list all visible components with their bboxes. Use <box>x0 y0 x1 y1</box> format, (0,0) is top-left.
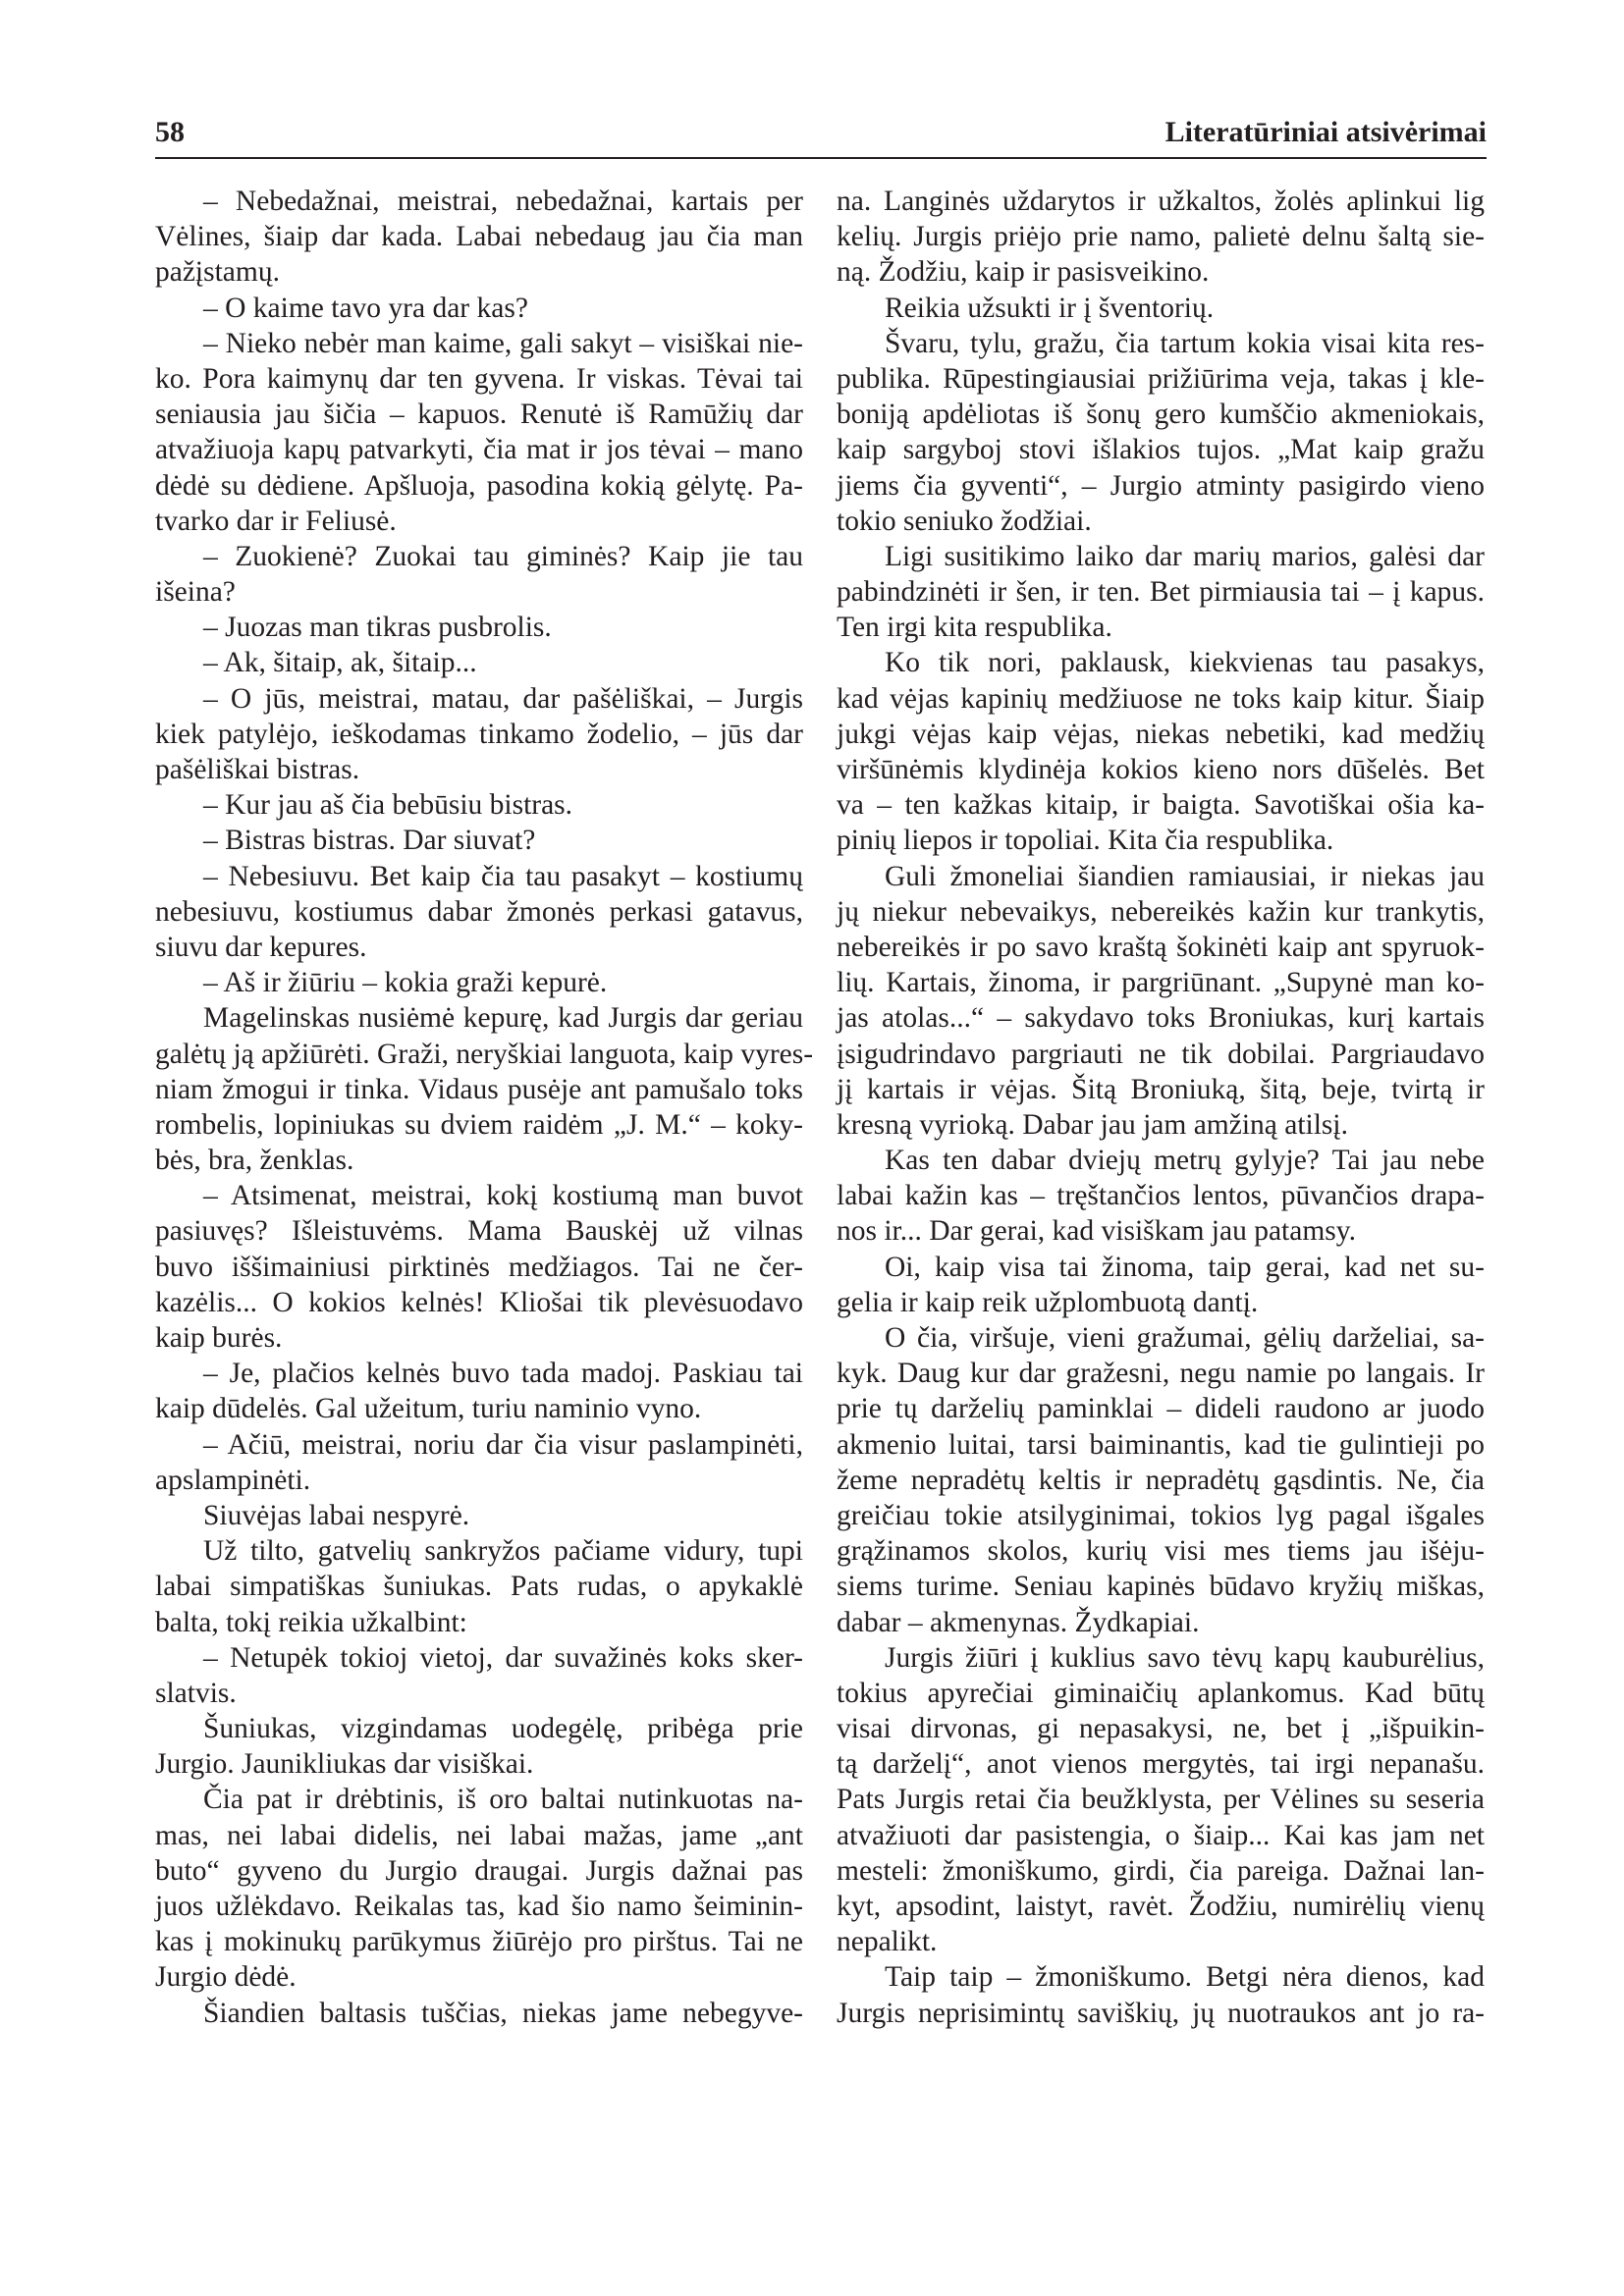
paragraph <box>155 1782 803 1995</box>
page-number: 58 <box>155 116 185 148</box>
text-line: mas, nei labai didelis, nei labai mažas, jame „ant <box>155 1819 803 1851</box>
text-line: buto“ gyveno du Jurgio draugai. Jurgis dažnai pas <box>155 1854 803 1887</box>
text-line: Ko tik nori, paklausk, kiekvienas tau pasakys, <box>885 647 1485 679</box>
text-line: Už tilto, gatvelių sankryžos pačiame vidury, tupi <box>203 1535 803 1568</box>
paragraph <box>155 787 803 823</box>
text-line: pašėliškai bistras. <box>155 754 360 785</box>
text-line: žeme nepradėtų keltis ir nepradėtų gąsdintis. Ne, čia <box>837 1464 1485 1496</box>
text-line: Kas ten dabar dviejų metrų gylyje? Tai jau nebe <box>885 1145 1485 1177</box>
text-line: – Bistras bistras. Dar siuvat? <box>203 825 536 857</box>
running-title: Literatūriniai atsivėrimai <box>1164 116 1487 148</box>
text-line: Magelinskas nusiėmė kepurę, kad Jurgis dar geriau <box>203 1002 803 1035</box>
text-line: publika. Rūpestingiausiai prižiūrima veja, takas į kle- <box>837 362 1485 395</box>
text-line: pasiuvęs? Išleistuvėms. Mama Bauskėj už vilnas <box>155 1215 803 1248</box>
paragraph <box>837 291 1485 326</box>
text-line: Jurgis žiūri į kuklius savo tėvų kapų kauburėlius, <box>885 1641 1485 1674</box>
paragraph <box>155 1711 803 1782</box>
text-line: nepalikt. <box>837 1926 938 1958</box>
text-line: – O jūs, meistrai, matau, dar pašėliškai, – Jurgis <box>203 682 803 715</box>
text-line: siems turime. Seniau kapinės būdavo kryžių miškas, <box>837 1571 1485 1603</box>
text-line: niam žmogui ir tinka. Vidaus pusėje ant pamušalo toks <box>155 1073 803 1105</box>
text-line: dėdė su dėdiene. Apšluoja, pasodina kokią gėlytę. Pa- <box>155 469 803 502</box>
text-line: kyk. Daug kur dar gražesni, negu namie po langais. Ir <box>837 1358 1485 1390</box>
text-line: lių. Kartais, žinoma, ir pargriūnant. „Supynė man ko- <box>837 967 1485 999</box>
text-line: visai dirvonas, gi nepasakysi, ne, bet į „išpuikin- <box>837 1713 1485 1745</box>
text-line: – Nieko nebėr man kaime, gali sakyt – visiškai nie- <box>203 327 803 359</box>
text-line: – Atsimenat, meistrai, kokį kostiumą man buvot <box>203 1180 803 1212</box>
text-line: – Kur jau aš čia bebūsiu bistras. <box>203 789 573 822</box>
text-line: įsigudrindavo pargriauti ne tik dobilai. Pargriaudavo <box>837 1038 1485 1070</box>
running-header <box>155 110 1487 159</box>
text-line: Jurgio dėdė. <box>155 1961 297 1994</box>
text-line: Jurgio. Jaunikliukas dar visiškai. <box>155 1748 534 1781</box>
right-column <box>837 184 1485 2031</box>
paragraph <box>155 610 803 645</box>
text-line: Guli žmoneliai šiandien ramiausiai, ir niekas jau <box>885 860 1485 892</box>
text-line: Švaru, tylu, gražu, čia tartum kokia visai kita res- <box>885 327 1485 359</box>
text-line: – O kaime tavo yra dar kas? <box>203 292 528 324</box>
text-line: kyt, apsodint, laistyt, ravėt. Žodžiu, numirėlių vienų <box>837 1891 1485 1922</box>
text-line: – Aš ir žiūriu – kokia graži kepurė. <box>203 967 608 999</box>
text-line: Šiandien baltasis tuščias, niekas jame nebegyve- <box>203 1997 803 2029</box>
text-line: kaip burės. <box>155 1322 283 1354</box>
text-line: greičiau tokie atsilyginimai, tokios lyg pagal išgales <box>837 1499 1485 1531</box>
text-line: apslampinėti. <box>155 1464 311 1496</box>
text-line: – Ačiū, meistrai, noriu dar čia visur paslampinėti, <box>203 1428 803 1461</box>
text-line: Siuvėjas labai nespyrė. <box>203 1499 470 1531</box>
text-line: kaip dūdelės. Gal užeitum, turiu naminio vyno. <box>155 1393 702 1425</box>
paragraph <box>837 1959 1485 2030</box>
paragraph <box>155 965 803 1000</box>
text-line: Reikia užsukti ir į šventorių. <box>885 292 1215 324</box>
text-line: – Je, plačios kelnės buvo tada madoj. Paskiau tai <box>203 1358 803 1390</box>
text-line: kresną vyrioką. Dabar jau jam amžiną atilsį. <box>837 1108 1348 1141</box>
text-line: – Netupėk tokioj vietoj, dar suvažinės koks sker- <box>203 1641 803 1674</box>
text-line: jas atolas...“ – sakydavo toks Broniukas, kurį kartais <box>837 1002 1485 1035</box>
text-line: na. Langinės uždarytos ir užkaltos, žolės aplinkui lig <box>837 186 1485 217</box>
paragraph <box>837 1250 1485 1320</box>
text-line: ko. Pora kaimynų dar ten gyvena. Ir viskas. Tėvai tai <box>155 362 803 395</box>
text-line: tvarko dar ir Feliusė. <box>155 505 397 537</box>
text-line: kaip sargyboj stovi išlakios tujos. „Mat kaip gražu <box>837 434 1485 466</box>
text-line: pažįstamų. <box>155 256 280 289</box>
text-line: – Juozas man tikras pusbrolis. <box>203 612 552 644</box>
text-line: atvažiuoja kapų patvarkyti, čia mat ir jos tėvai – mano <box>155 434 803 466</box>
paragraph <box>155 1533 803 1640</box>
paragraph <box>837 645 1485 858</box>
text-line: nebesiuvu, kostiumus dabar žmonės perkasi gatavus, <box>155 895 803 928</box>
text-line: kiek patylėjo, ieškodamas tinkamo žodelio, – jūs dar <box>155 718 803 750</box>
text-line: jukgi vėjas kaip vėjas, niekas nebetiki, kad medžių <box>837 718 1485 750</box>
text-line: nebereikės ir po savo kraštą šokinėti kaip ant spyruok- <box>837 931 1485 963</box>
text-line: – Zuokienė? Zuokai tau giminės? Kaip jie tau <box>203 540 803 572</box>
paragraph <box>837 326 1485 539</box>
paragraph <box>155 1498 803 1533</box>
text-line: grąžinamos skolos, kurių visi mes tiems jau išėju- <box>837 1535 1485 1568</box>
text-line: – Nebesiuvu. Bet kaip čia tau pasakyt – kostiumų <box>203 860 803 892</box>
text-line: jiems čia gyventi“, – Jurgio atminty pasigirdo vieno <box>837 469 1485 502</box>
text-line: slatvis. <box>155 1677 237 1709</box>
text-line: mesteli: žmoniškumo, girdi, čia pareiga. Dažnai lan- <box>837 1854 1485 1887</box>
text-line: Ligi susitikimo laiko dar marių marios, galėsi dar <box>885 540 1485 572</box>
paragraph <box>155 823 803 858</box>
text-line: kas į mokinukų parūkymus žiūrėjo pro pirštus. Tai ne <box>155 1926 803 1958</box>
text-line: O čia, viršuje, vieni gražumai, gėlių darželiai, sa- <box>885 1322 1485 1354</box>
text-line: viršūnėmis klydinėja kokios kieno nors dūšelės. Bet <box>837 754 1485 785</box>
text-line: labai simpatiškas šuniukas. Pats rudas, o apykaklė <box>155 1571 803 1603</box>
paragraph <box>155 1640 803 1711</box>
text-line: Šuniukas, vizgindamas uodegėlę, pribėga prie <box>203 1713 803 1745</box>
paragraph <box>155 1996 803 2031</box>
text-line: Jurgis neprisimintų saviškių, jų nuotraukos ant jo ra- <box>837 1997 1485 2029</box>
text-line: tokio seniuko žodžiai. <box>837 505 1092 537</box>
text-line: boniją apdėliotas iš šonų gero kumščio akmeniokais, <box>837 399 1485 431</box>
text-line: buvo iššimainiusi pirktinės medžiagos. Tai ne čer- <box>155 1251 803 1283</box>
text-line: galėtų ją apžiūrėti. Graži, neryškiai languota, kaip vyres- <box>155 1038 814 1070</box>
text-line: Pats Jurgis retai čia beužklysta, per Vėlines su seseria <box>837 1784 1485 1816</box>
text-line: gelia ir kaip reik užplombuotą dantį. <box>837 1286 1259 1318</box>
text-line: juos užlėkdavo. Reikalas tas, kad šio namo šeiminin- <box>155 1891 803 1922</box>
text-line: – Ak, šitaip, ak, šitaip... <box>203 647 477 679</box>
paragraph <box>155 539 803 610</box>
paragraph <box>837 1143 1485 1250</box>
paragraph <box>837 1640 1485 1960</box>
text-line: ną. Žodžiu, kaip ir pasisveikino. <box>837 256 1210 289</box>
text-line: Čia pat ir drėbtinis, iš oro baltai nutinkuotas na- <box>203 1784 803 1816</box>
paragraph <box>837 859 1485 1144</box>
text-line: kazėlis... O kokios kelnės! Kliošai tik plevėsuodavo <box>155 1286 803 1318</box>
text-line: kad vėjas kapinių medžiuose ne toks kaip kitur. Šiaip <box>837 682 1485 715</box>
text-line: nos ir... Dar gerai, kad visiškam jau patamsy. <box>837 1215 1356 1248</box>
paragraph <box>837 539 1485 646</box>
text-line: siuvu dar kepures. <box>155 931 367 963</box>
text-line: išeina? <box>155 576 236 609</box>
text-line: Ten irgi kita respublika. <box>837 612 1112 644</box>
text-line: dabar – akmenynas. Žydkapiai. <box>837 1606 1200 1638</box>
left-column <box>155 184 814 2031</box>
text-line: atvažiuoti dar pasistengia, o šiaip... Kai kas jam net <box>837 1819 1485 1851</box>
text-line: bės, bra, ženklas. <box>155 1145 354 1177</box>
text-line: labai kažin kas – tręštančios lentos, pūvančios drapa- <box>837 1180 1485 1212</box>
text-line: rombelis, lopiniukas su dviem raidėm „J. M.“ – koky- <box>155 1108 803 1141</box>
text-line: balta, tokį reikia užkalbint: <box>155 1606 467 1638</box>
paragraph <box>837 184 1485 291</box>
paragraph <box>155 1356 803 1426</box>
text-line: prie tų darželių paminklai – dideli raudono ar juodo <box>837 1393 1485 1425</box>
text-line: jų niekur nebevaikys, nebereikės kažin kur trankytis, <box>837 895 1485 928</box>
text-line: seniausia jau šičia – kapuos. Renutė iš Ramūžių dar <box>155 399 803 431</box>
text-line: pinių liepos ir topoliai. Kita čia respublika. <box>837 825 1334 857</box>
paragraph <box>837 1320 1485 1640</box>
text-line: pabindzinėti ir šen, ir ten. Bet pirmiausia tai – į kapus. <box>837 576 1485 609</box>
text-line: jį kartais ir vėjas. Šitą Broniuką, šitą, beje, tvirtą ir <box>837 1073 1485 1105</box>
text-line: Vėlines, šiaip dar kada. Labai nebedaug jau čia man <box>155 221 803 253</box>
paragraph <box>155 291 803 326</box>
text-line: Taip taip – žmoniškumo. Betgi nėra dienos, kad <box>885 1961 1485 1994</box>
text-line: kelių. Jurgis priėjo prie namo, palietė delnu šaltą sie- <box>837 221 1485 253</box>
text-line: Oi, kaip visa tai žinoma, taip gerai, kad net su- <box>885 1251 1485 1283</box>
paragraph <box>155 681 803 788</box>
text-line: va – ten kažkas kitaip, ir baigta. Savotiškai ošia ka- <box>837 789 1485 822</box>
text-line: tokius apyrečiai giminaičių aplankomus. Kad būtų <box>837 1677 1485 1709</box>
paragraph <box>155 326 803 539</box>
text-line: – Nebedažnai, meistrai, nebedažnai, kartais per <box>203 186 803 217</box>
paragraph <box>155 1178 803 1356</box>
paragraph <box>155 1427 803 1498</box>
paragraph <box>155 1000 814 1178</box>
text-line: akmenio luitai, tarsi baiminantis, kad tie gulintieji po <box>837 1428 1485 1461</box>
paragraph <box>155 645 803 680</box>
paragraph <box>155 859 803 966</box>
text-line: tą darželį“, anot vienos mergytės, tai irgi nepanašu. <box>837 1748 1485 1781</box>
paragraph <box>155 184 803 291</box>
